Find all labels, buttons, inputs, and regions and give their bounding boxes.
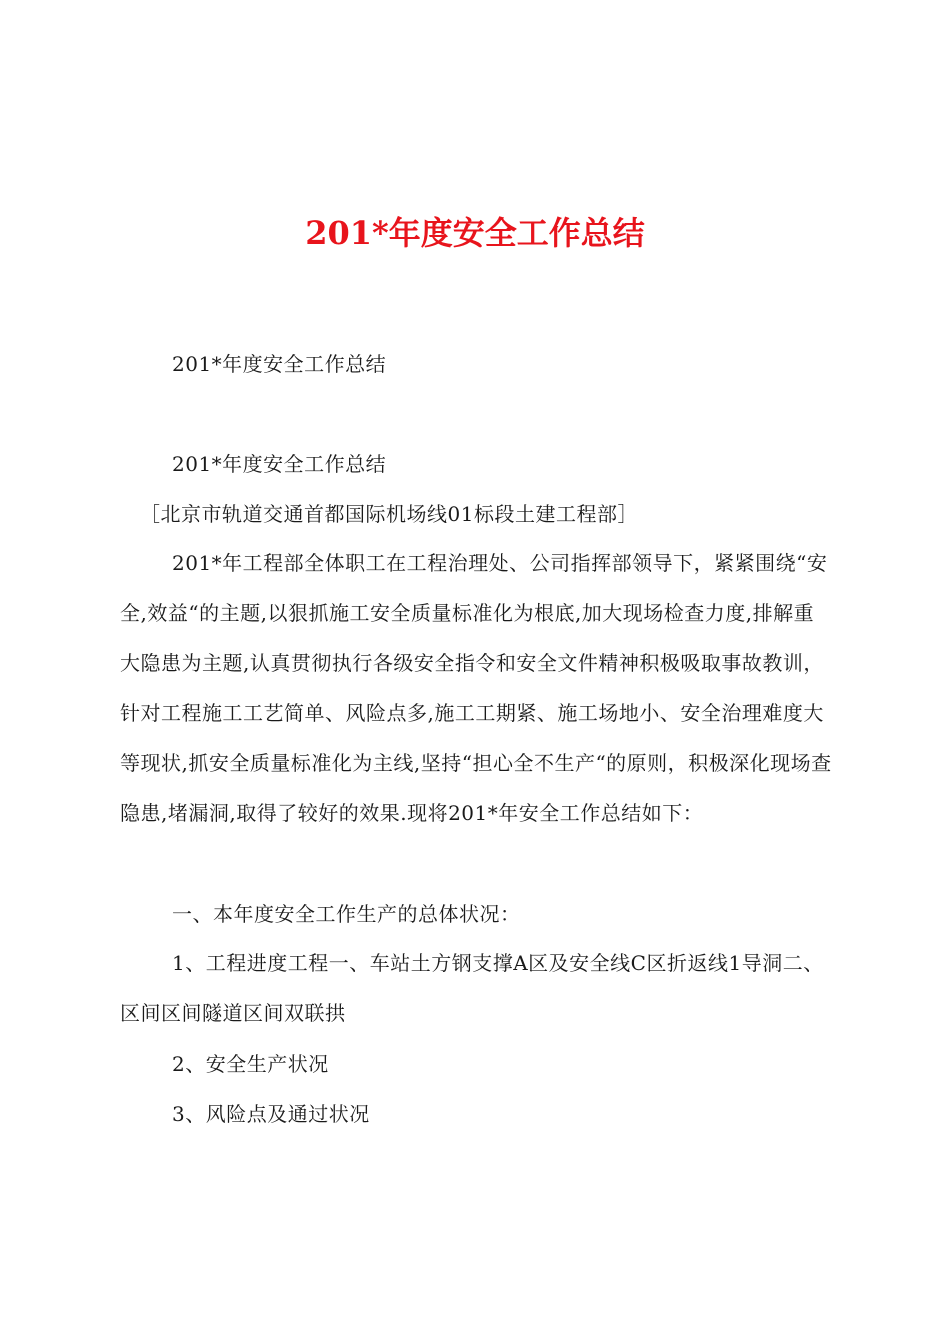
list-item-2: 2、安全生产状况 bbox=[172, 1052, 329, 1076]
list-item-1: 1、工程进度工程一、车站土方钢支撑A区及安全线C区折返线1导洞二、区间区间隧道区间双联拱 bbox=[120, 951, 824, 1025]
main-paragraph: 201*年工程部全体职工在工程治理处、公司指挥部领导下，紧紧围绕“安全,效益“的主题,以狠抓施工安全质量标准化为根底,加大现场检查力度,排解重大隐患为主题,认真贯彻执行各级安全指令和安全文件精神积极吸取事故教训，针对工程施工工艺简单、风险点多,施工工期紧、施工场地小、安全治理难度大等现状,抓安全质量标准化为主线,坚持“担心全不生产“的原则，积极深化现场查隐患,堵漏洞,取得了较好的效果.现将201*年安全工作总结如下： bbox=[120, 551, 832, 825]
document-title: 201*年度安全工作总结 bbox=[305, 214, 645, 252]
department-line: ［北京市轨道交通首都国际机场线01标段土建工程部］ bbox=[140, 502, 638, 526]
subtitle-line-1: 201*年度安全工作总结 bbox=[172, 352, 387, 376]
section-heading-1: 一、本年度安全工作生产的总体状况： bbox=[172, 902, 521, 926]
subtitle-line-2: 201*年度安全工作总结 bbox=[172, 452, 387, 476]
list-item-3: 3、风险点及通过状况 bbox=[172, 1102, 370, 1126]
